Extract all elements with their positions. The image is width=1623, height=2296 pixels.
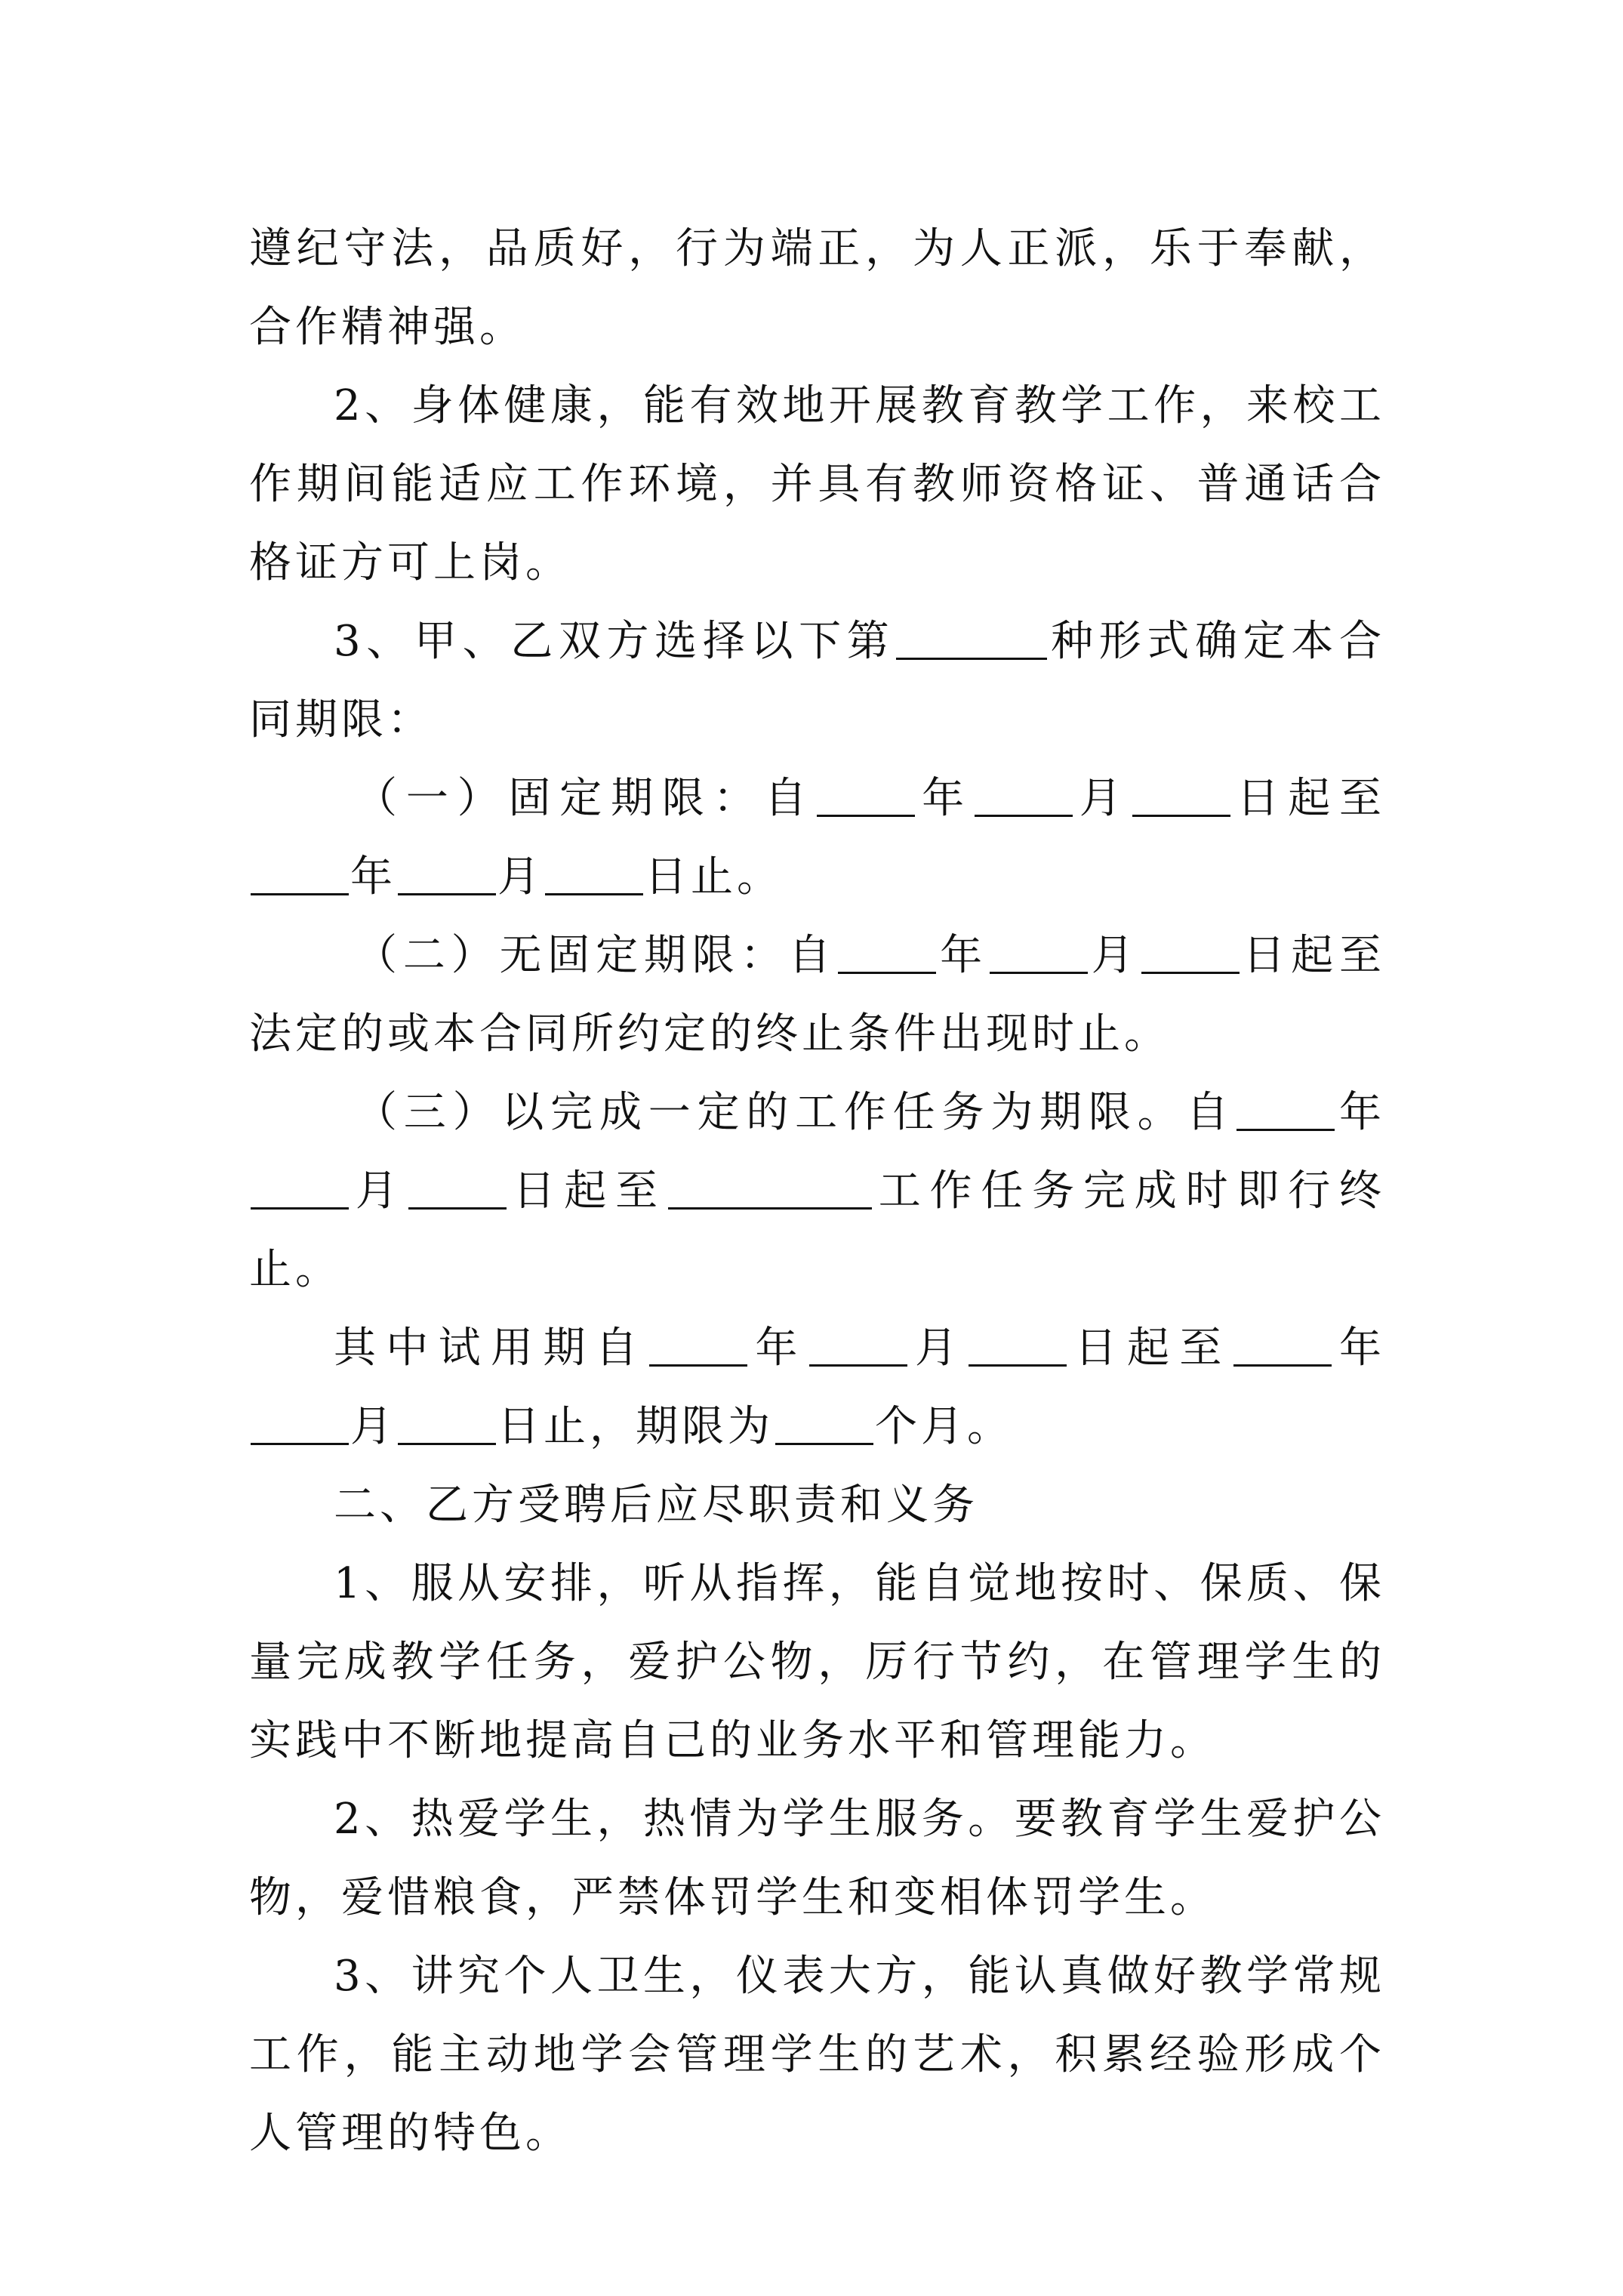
- section-heading-duties: 二、乙方受聘后应尽职责和义务: [334, 1481, 978, 1530]
- paragraph-duty-3: 3、讲究个人卫生，仪表大方，能认真做好教学常规工作，能主动地学会管理学生的艺术，积累经验形成个人管理的特色。: [249, 1952, 1385, 2158]
- paragraph-conduct: 遵纪守法，品质好，行为端正，为人正派，乐于奉献，合作精神强。: [249, 224, 1385, 352]
- paragraph-open-term: [249, 917, 1385, 1074]
- blank-line: [1141, 929, 1240, 974]
- blank-line: [251, 1401, 349, 1445]
- text-segment: （三）以完成一定的工作任务为期限。自: [355, 1088, 1236, 1137]
- text-segment: 月: [497, 852, 544, 901]
- text-segment: 日起至: [1068, 1324, 1232, 1373]
- text-segment: 日起至: [507, 1166, 667, 1216]
- blank-line: [817, 772, 915, 817]
- blank-line: [251, 1165, 349, 1210]
- text-segment: 3、甲、乙双方选择以下第: [334, 617, 895, 666]
- blank-line: [838, 929, 936, 974]
- paragraph-probation: [249, 1309, 1385, 1466]
- text-segment: 年: [938, 931, 988, 980]
- blank-line: [649, 1322, 747, 1367]
- text-segment: 日止。: [645, 852, 783, 901]
- paragraph-fixed-term: [249, 760, 1385, 917]
- text-segment: 日止，期限为: [497, 1402, 774, 1451]
- blank-line: [809, 1322, 907, 1367]
- blank-line: [1132, 772, 1230, 817]
- text-segment: 工作任务完成时即行终止。: [249, 1166, 1385, 1294]
- blank-line: [775, 1401, 873, 1445]
- text-segment: 日起至法定的或本合同所约定的终止条件出现时止。: [249, 931, 1386, 1059]
- blank-line: [545, 851, 643, 895]
- text-segment: 个月。: [875, 1402, 1013, 1451]
- blank-line: [398, 851, 496, 895]
- text-segment: 月: [350, 1402, 396, 1451]
- text-segment: （一）固定期限：自: [355, 774, 816, 823]
- blank-line: [1233, 1322, 1332, 1367]
- blank-line: [896, 615, 1047, 660]
- paragraph-contract-term-choice: [249, 603, 1385, 760]
- text-segment: 月: [350, 1166, 407, 1216]
- text-segment: 其中试用期自: [334, 1324, 648, 1373]
- text-segment: 日起至: [1231, 774, 1385, 823]
- text-segment: 年: [1332, 1324, 1386, 1373]
- paragraph-health: 2、身体健康，能有效地开展教育教学工作，来校工作期间能适应工作环境，并具有教师资格证、普通话合格证方可上岗。: [249, 381, 1385, 587]
- blank-line: [251, 851, 349, 895]
- blank-line: [969, 1322, 1067, 1367]
- paragraph-duty-1: 1、服从安排，听从指挥，能自觉地按时、保质、保量完成教学任务，爱护公物，厉行节约，在管理学生的实践中不断地提高自己的业务水平和管理能力。: [249, 1559, 1385, 1765]
- text-segment: 年: [350, 852, 396, 901]
- text-segment: 月: [908, 1324, 968, 1373]
- text-segment: 年: [1336, 1088, 1386, 1137]
- text-segment: （二）无固定期限：自: [355, 931, 837, 980]
- document-body: [249, 210, 1385, 2173]
- blank-line: [408, 1165, 507, 1210]
- blank-line: [398, 1401, 496, 1445]
- text-segment: 月: [1073, 774, 1131, 823]
- blank-line: [990, 929, 1088, 974]
- blank-line: [668, 1165, 872, 1210]
- text-segment: 月: [1089, 931, 1140, 980]
- text-segment: 年: [916, 774, 973, 823]
- paragraph-duty-2: 2、热爱学生，热情为学生服务。要教育学生爱护公物，爱惜粮食，严禁体罚学生和变相体罚学生。: [249, 1795, 1385, 1922]
- blank-line: [975, 772, 1073, 817]
- text-segment: 种形式确定本合同期限：: [249, 617, 1385, 744]
- blank-line: [1236, 1086, 1335, 1131]
- text-segment: 年: [749, 1324, 808, 1373]
- paragraph-task-term: [249, 1074, 1385, 1309]
